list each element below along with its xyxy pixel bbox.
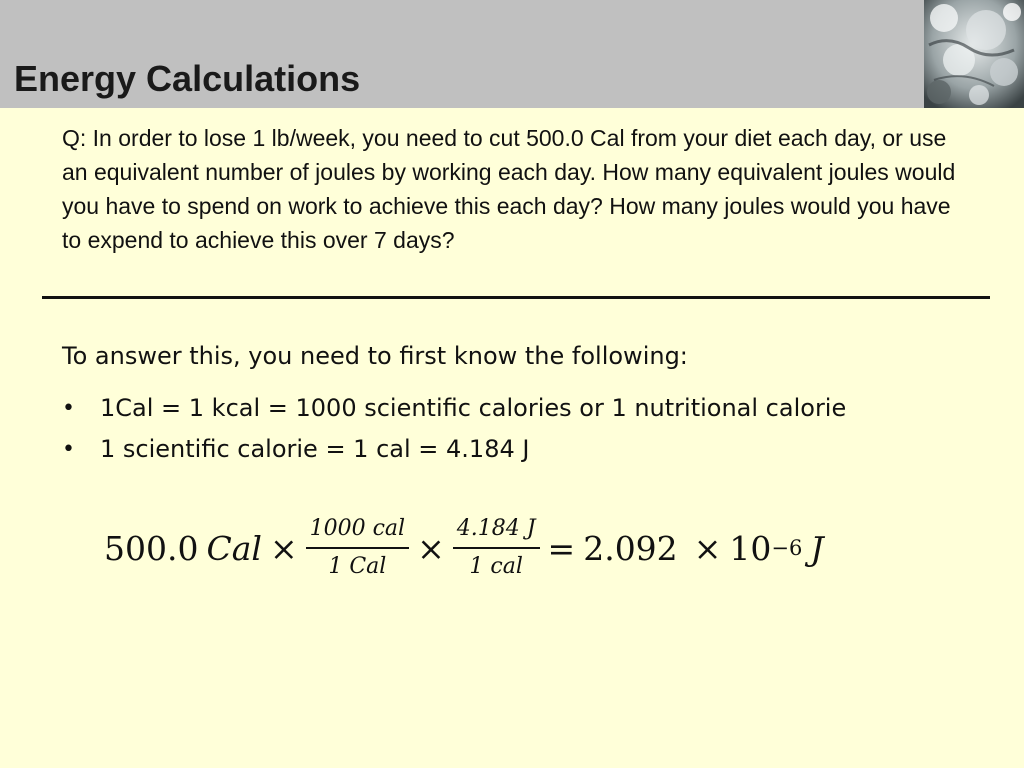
result-exponent: −6: [771, 536, 803, 560]
start-value: 500.0: [104, 528, 199, 568]
fraction-2: [453, 514, 540, 582]
ice-photo: [924, 0, 1024, 108]
bullet-text: 1Cal = 1 kcal = 1000 scientific calories or 1 nutritional calorie: [100, 394, 847, 422]
fraction-2-denominator: 1 cal: [469, 554, 523, 579]
bullet-icon: •: [62, 396, 75, 421]
fraction-2-numerator: 4.184 J: [456, 516, 536, 541]
result-base: 10: [729, 528, 772, 568]
fraction-1: [306, 514, 409, 582]
result-mantissa: 2.092: [583, 528, 678, 568]
fraction-1-bar: [306, 547, 409, 549]
equals-sign: =: [547, 528, 576, 568]
fraction-1-numerator: 1000 cal: [309, 516, 406, 541]
times-sign: ×: [269, 528, 298, 568]
result-unit: J: [810, 528, 824, 568]
list-item: [60, 429, 846, 470]
bullet-text: 1 scientific calorie = 1 cal = 4.184 J: [100, 435, 530, 463]
divider-line: [42, 296, 990, 299]
times-sign: ×: [417, 528, 445, 568]
times-sign: ×: [693, 528, 722, 568]
fraction-1-denominator: 1 Cal: [328, 554, 387, 579]
intro-text: To answer this, you need to first know the following:: [62, 342, 688, 370]
fraction-2-bar: [453, 547, 540, 549]
slide-title: Energy Calculations: [14, 58, 361, 99]
list-item: [60, 388, 846, 429]
start-unit: Cal: [206, 528, 262, 568]
conversion-equation: [104, 508, 824, 588]
bullet-icon: •: [62, 437, 75, 462]
bullet-list: [60, 388, 846, 470]
question-text: Q: In order to lose 1 lb/week, you need to cut 500.0 Cal from your diet each day, or use an equivalent number of joules by working each day. How many equivalent joules would you have to spend on work to achieve this each day? How many joules would you have to expend to achieve this over 7 days?: [62, 125, 956, 253]
